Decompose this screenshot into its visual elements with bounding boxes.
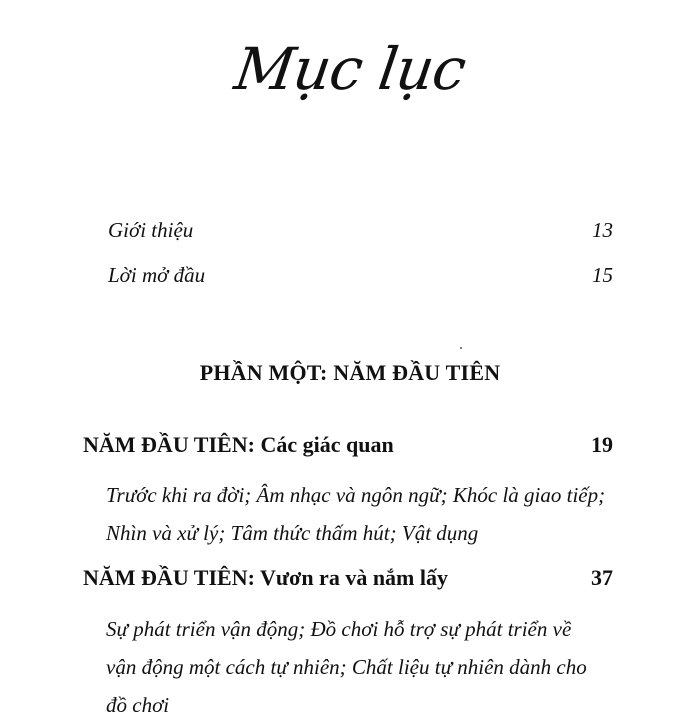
description-line: vận động một cách tự nhiên; Chất liệu tự nhiên dành cho [106,655,587,679]
chapter-page: 19 [591,432,613,457]
description-line: đồ chơi [106,693,170,717]
description-line: Nhìn và xử lý; Tâm thức thấm hút; Vật dụng [106,521,479,545]
chapter-heading [83,565,448,591]
chapter-description [106,610,626,724]
toc-entry-label: Lời mở đầu [108,263,206,287]
chapter-prefix: NĂM ĐẦU TIÊN: [83,432,255,457]
toc-entry-introduction[interactable] [108,218,613,243]
toc-entry-page: 15 [592,263,613,287]
toc-entry-preface[interactable] [108,263,613,288]
toc-entry-page: 13 [592,218,613,242]
description-line: Sự phát triển vận động; Đồ chơi hỗ trợ sự phát triển về [106,617,572,641]
chapter-title: Vươn ra và nắm lấy [260,565,448,590]
chapter-title: Các giác quan [260,432,394,457]
toc-chapter-senses[interactable] [83,432,613,458]
chapter-page: 37 [591,565,613,590]
part-heading: PHẦN MỘT: NĂM ĐẦU TIÊN [199,360,501,385]
description-line: Trước khi ra đời; Âm nhạc và ngôn ngữ; Khóc là giao tiếp; [106,483,606,507]
chapter-prefix: NĂM ĐẦU TIÊN: [83,565,255,590]
toc-chapter-reaching[interactable] [83,565,613,591]
toc-entry-label: Giới thiệu [108,218,194,242]
chapter-heading [83,432,394,458]
chapter-description [106,476,626,552]
speck-mark [460,347,462,349]
page-title: Mục lục [230,35,470,103]
